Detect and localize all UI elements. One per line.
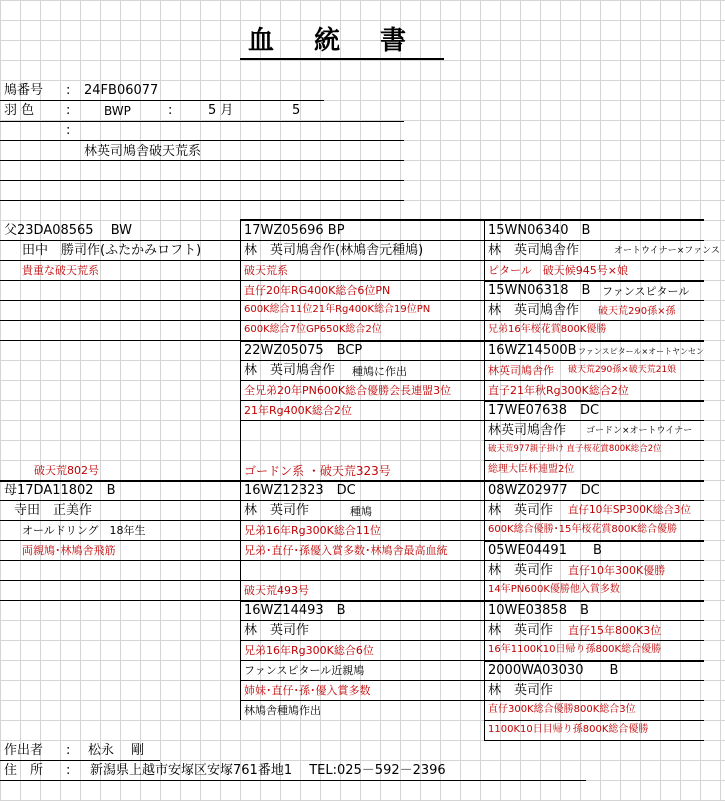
divider xyxy=(0,100,324,101)
dam-dam-note: 兄弟16年Rg300K総合6位 xyxy=(244,644,374,657)
sire-sire-note: 600K総合7位GP650K総合2位 xyxy=(244,324,382,335)
ddd-breeder: 林 英司作 xyxy=(488,683,554,698)
divider xyxy=(0,320,240,321)
dam-dam-ring: 16WZ14493 B xyxy=(244,603,346,618)
ddd-ring: 2000WA03030 B xyxy=(488,663,619,678)
bird-number: 24FB06077 xyxy=(84,83,159,98)
divider xyxy=(240,540,484,541)
sdd-breeder-note: ゴードン×オートウイナー xyxy=(586,426,693,436)
lineage-text: 林英司鳩舎破天荒系 xyxy=(84,144,202,159)
divider xyxy=(240,400,484,401)
divider xyxy=(0,760,160,761)
sss-breeder-note: オートウイナー×ファンス xyxy=(614,246,720,256)
divider xyxy=(484,640,704,641)
ddd-note: 直仔300K総合優勝800K総合3位 xyxy=(488,704,636,715)
sdd-ring: 17WE07638 DC xyxy=(488,403,600,418)
sire-dam-bottom-note: ゴードン系 ・破天荒323号 xyxy=(244,464,391,478)
dsd-note: 14年PN600K優勝他入賞多数 xyxy=(488,584,620,595)
sds-breeder: 林英司鳩舎作 xyxy=(488,364,554,377)
dam-note: オールドリング 18年生 xyxy=(22,524,146,537)
sss-top xyxy=(484,219,704,221)
dsd-ring: 05WE04491 B xyxy=(488,543,602,558)
dam-dam-note: 林鳩舎種鳩作出 xyxy=(244,704,321,717)
divider xyxy=(240,580,484,581)
sss-breeder: 林 英司鳩舎作 xyxy=(488,243,580,258)
sds-note: 直子21年秋Rg300K総合2位 xyxy=(488,384,629,397)
address-colon: : xyxy=(66,763,71,778)
sdd-note: 破天荒977親子掛け 直子桜花賞800K総合2位 xyxy=(488,444,662,454)
divider xyxy=(240,500,484,501)
divider xyxy=(484,500,704,501)
divider xyxy=(484,460,704,461)
divider xyxy=(240,680,484,681)
dss-dsd-separator xyxy=(484,540,704,542)
dam-dam-breeder: 林 英司作 xyxy=(244,623,310,638)
author-name: 松永 剛 xyxy=(88,743,145,758)
dds-ddd-separator xyxy=(484,660,704,662)
dds-note: 16年1100K10日帰り孫800K総合優勝 xyxy=(488,644,662,655)
divider xyxy=(240,640,484,641)
ssd-ring-note: ファンスピタール xyxy=(602,285,690,298)
dam-dam-note: 姉妹･直仔･孫･優入賞多数 xyxy=(244,684,371,697)
divider xyxy=(240,300,484,301)
divider xyxy=(484,440,704,441)
sire-sire-breeder: 林 英司鳩舎作(林鳩舎元種鳩) xyxy=(244,243,424,258)
divider xyxy=(240,260,484,261)
color-colon: : xyxy=(66,103,71,118)
dsd-dds-separator xyxy=(484,600,704,602)
ssd-note: 兄弟16年桜花賞800K優勝 xyxy=(488,324,607,335)
dam-sire-breeder: 林 英司作 xyxy=(244,503,310,518)
divider xyxy=(0,160,404,161)
dss-breeder-note: 直仔10年SP300K総合3位 xyxy=(568,504,691,516)
date-colon: : xyxy=(168,103,173,118)
document-title: 血統書 xyxy=(248,26,447,56)
sire-dam-ring: 22WZ05075 BCP xyxy=(244,343,363,358)
sire-sire-top xyxy=(240,219,484,221)
dam-sire-dam-separator xyxy=(240,600,484,602)
divider xyxy=(240,660,484,661)
dds-breeder: 林 英司作 xyxy=(488,623,554,638)
divider xyxy=(0,340,240,341)
dsd-breeder: 林 英司作 xyxy=(488,563,554,578)
divider xyxy=(484,740,704,741)
ddd-note: 1100K10日目帰り孫800K総合優勝 xyxy=(488,724,649,735)
sire-sire-dam-separator xyxy=(240,340,484,342)
dds-ring: 10WE03858 B xyxy=(488,603,589,618)
author-colon: : xyxy=(66,743,71,758)
sds-ring-note: ファンスピタール×オートヤンセン xyxy=(578,347,705,356)
divider xyxy=(240,700,484,701)
sire-bottom-note: 破天荒802号 xyxy=(34,464,99,477)
birth-day: 5 xyxy=(292,103,301,118)
blank-colon: : xyxy=(66,123,71,138)
dam-dam-note: ファンスピタール近親鳩 xyxy=(244,664,365,677)
divider xyxy=(0,180,404,181)
divider xyxy=(484,240,704,241)
sire-note: 貴重な破天荒系 xyxy=(22,264,99,277)
ssd-breeder: 林 英司鳩舎作 xyxy=(488,303,580,318)
dam-sire-breeder-note: 種鳩 xyxy=(350,505,372,518)
divider xyxy=(484,260,704,261)
address-text: 新潟県上越市安塚区安塚761番地1 TEL:025－592－2396 xyxy=(90,763,446,778)
divider xyxy=(484,300,704,301)
sire-dam-breeder: 林 英司鳩舎作 xyxy=(244,363,336,378)
dds-breeder-note: 直仔15年800K3位 xyxy=(568,624,662,637)
dam-sire-bottom-note: 破天荒493号 xyxy=(244,584,309,597)
sss-ssd-separator xyxy=(484,280,704,282)
sire-dam-note: 全兄弟20年PN600K総合優勝会長連盟3位 xyxy=(244,384,452,397)
dss-breeder: 林 英司作 xyxy=(488,503,554,518)
sire-dam-breeder-note: 種鳩に作出 xyxy=(352,365,407,378)
dsd-breeder-note: 直仔10年300K優勝 xyxy=(568,564,666,577)
sire-sire-note: 破天荒系 xyxy=(244,264,288,277)
dam-sire-note: 兄弟16年Rg300K総合11位 xyxy=(244,524,381,537)
divider xyxy=(484,580,704,581)
dss-note: 600K総合優勝･15年桜花賞800K総合優勝 xyxy=(488,524,678,535)
dam-sire-note: 兄弟･直仔･孫優入賞多数･林鳩舎最高血統 xyxy=(244,544,448,557)
divider xyxy=(240,240,484,241)
sss-note: ピタール 破天候945号×娘 xyxy=(488,264,628,277)
divider xyxy=(484,560,704,561)
dam-note: 両親鳩･林鳩舎飛筋 xyxy=(22,544,116,557)
sds-sdd-separator xyxy=(484,400,704,402)
divider xyxy=(240,560,484,561)
dss-ring: 08WZ02977 DC xyxy=(488,483,600,498)
bird-number-colon: : xyxy=(66,83,71,98)
divider xyxy=(240,620,484,621)
dam-ring: 母17DA11802 B xyxy=(4,483,116,498)
divider xyxy=(484,680,704,681)
divider xyxy=(484,620,704,621)
divider xyxy=(0,780,586,781)
address-label: 住 所 xyxy=(4,763,44,778)
divider xyxy=(0,500,240,501)
divider xyxy=(0,140,404,141)
sire-sire-note: 600K総合11位21年Rg400K総合19位PN xyxy=(244,304,431,315)
birth-month: 5 月 xyxy=(208,103,234,118)
sdd-dss-separator xyxy=(484,480,704,482)
dam-sire-ring: 16WZ12323 DC xyxy=(244,483,356,498)
divider xyxy=(240,520,484,521)
divider xyxy=(484,520,704,521)
divider xyxy=(484,420,704,421)
sds-breeder-note: 破天荒290孫×破天荒21娘 xyxy=(568,365,677,375)
divider xyxy=(0,121,404,122)
sire-sire-ring: 17WZ05696 BP xyxy=(244,223,345,238)
divider xyxy=(0,520,240,521)
divider xyxy=(0,560,240,561)
title-underline xyxy=(240,58,444,60)
divider xyxy=(0,300,240,301)
author-label: 作出者 xyxy=(4,743,44,758)
sds-ring: 16WZ14500B xyxy=(488,343,577,358)
divider xyxy=(240,360,484,361)
divider xyxy=(0,280,240,281)
color-value: BWP xyxy=(104,104,131,118)
divider xyxy=(484,320,704,321)
sire-dam-separator xyxy=(240,480,484,482)
ssd-breeder-note: 破天荒290孫×孫 xyxy=(598,306,676,317)
divider xyxy=(0,200,404,201)
sdd-note: 総理大臣杯連盟2位 xyxy=(488,464,575,475)
divider xyxy=(484,380,704,381)
color-label: 羽 色 xyxy=(4,103,35,118)
divider xyxy=(484,720,704,721)
sss-ring: 15WN06340 B xyxy=(488,223,591,238)
divider xyxy=(484,700,704,701)
divider xyxy=(0,240,240,241)
bird-number-label: 鳩番号 xyxy=(4,83,44,98)
sire-dam-note: 21年Rg400K総合2位 xyxy=(244,404,352,417)
ssd-ring: 15WN06318 B xyxy=(488,283,591,298)
sire-dam-separator xyxy=(0,480,240,482)
divider xyxy=(240,380,484,381)
divider xyxy=(0,600,240,601)
divider xyxy=(0,580,240,581)
sire-breeder: 田中 勝司作(ふたかみロフト) xyxy=(22,243,202,258)
divider xyxy=(0,540,240,541)
divider xyxy=(240,280,484,281)
divider xyxy=(484,360,704,361)
sdd-breeder: 林英司鳩舎作 xyxy=(488,423,567,438)
sire-sire-note: 直仔20年RG400K総合6位PN xyxy=(244,284,391,297)
sire-ring: 父23DA08565 BW xyxy=(4,223,133,238)
divider xyxy=(240,420,484,421)
divider xyxy=(0,260,240,261)
column-separator xyxy=(240,220,241,720)
dam-breeder: 寺田 正美作 xyxy=(14,503,93,518)
divider xyxy=(240,320,484,321)
ssd-sds-separator xyxy=(484,340,704,342)
